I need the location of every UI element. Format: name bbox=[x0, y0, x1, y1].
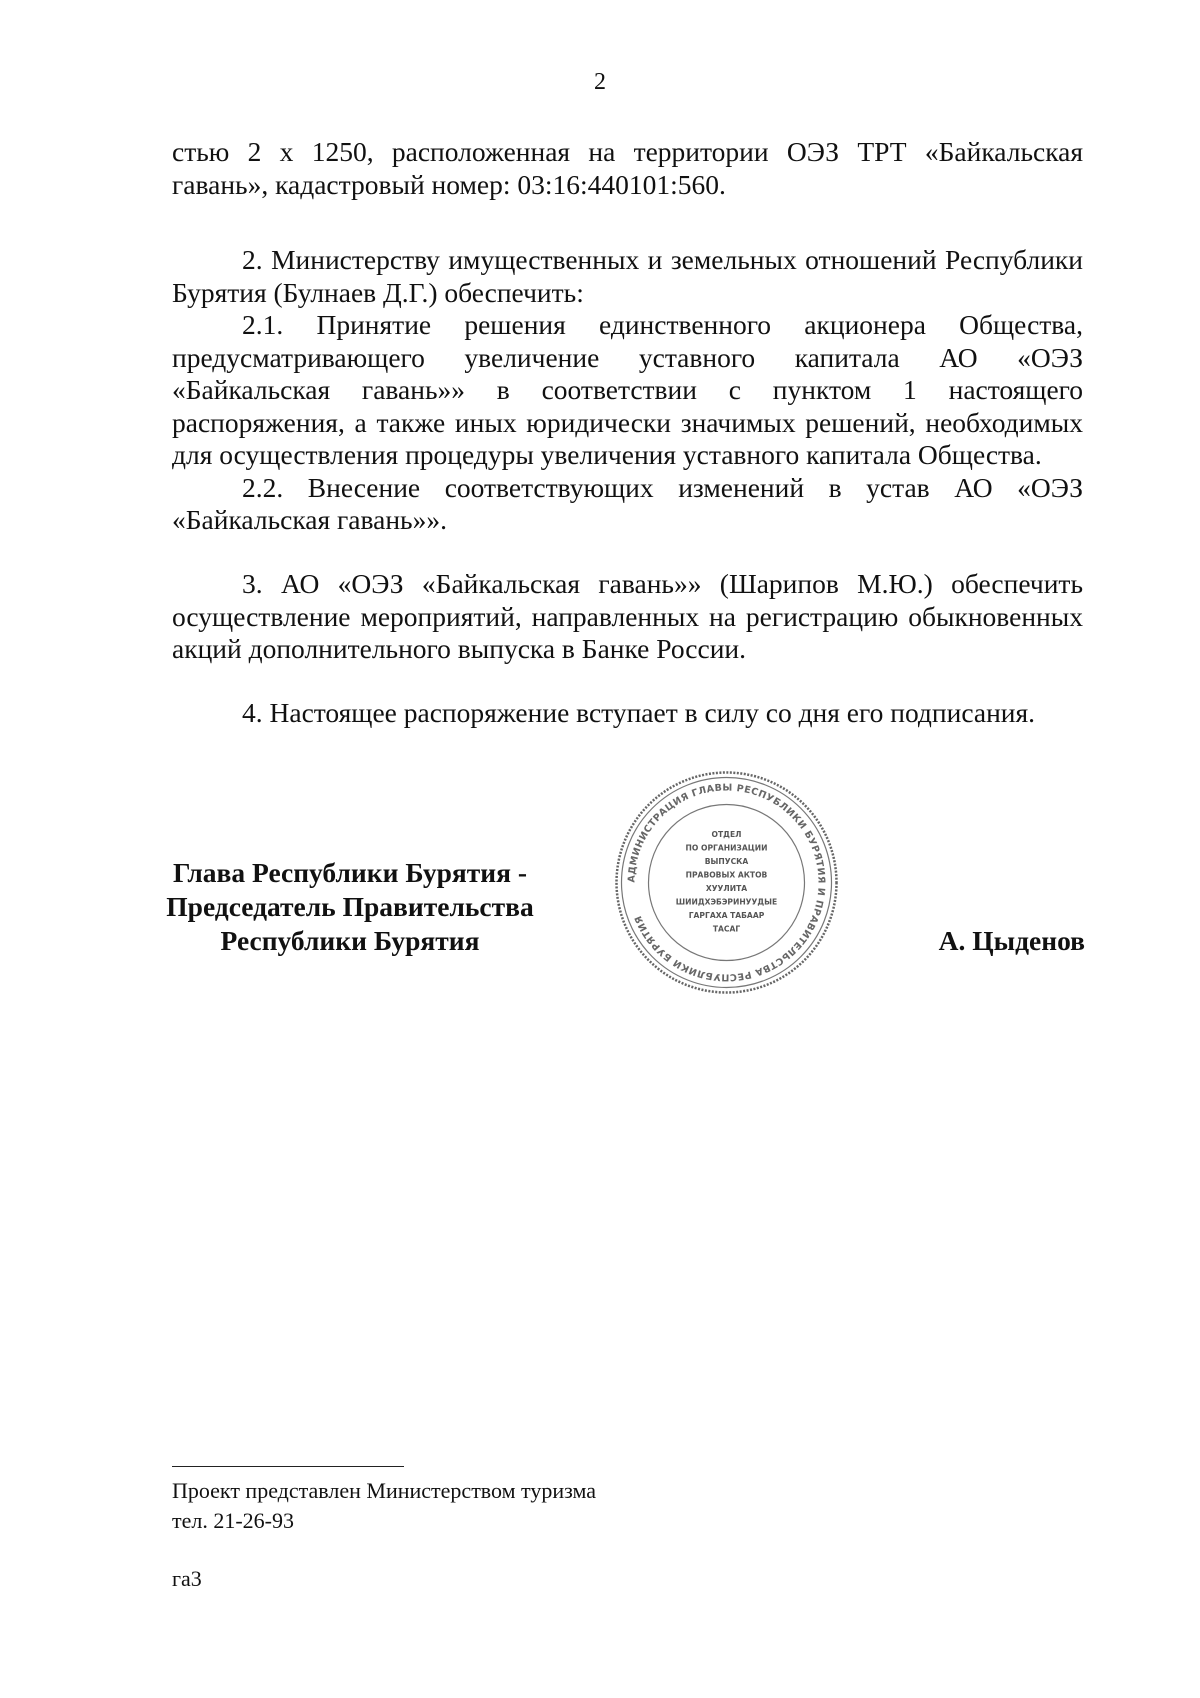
footnote-line: Проект представлен Министерством туризма bbox=[172, 1478, 597, 1503]
official-seal-stamp bbox=[614, 770, 839, 995]
page-number: 2 bbox=[594, 69, 606, 95]
paragraph-1-continuation: стью 2 x 1250, расположенная на территории ОЭЗ ТРТ «Байкальская гавань», кадастровый номер: 03:16:440101:560. bbox=[172, 136, 1083, 200]
seal-inner-text: ВЫПУСКА bbox=[704, 857, 749, 866]
seal-inner-text: ПО ОРГАНИЗАЦИИ bbox=[685, 843, 768, 853]
document-body-section-4 bbox=[172, 697, 1083, 730]
document-body-section-3 bbox=[172, 568, 1083, 666]
signature-title-line: Глава Республики Бурятия - bbox=[172, 857, 528, 888]
footnote-line: тел. 21-26-93 bbox=[172, 1508, 295, 1533]
document-body-section-2 bbox=[172, 244, 1083, 537]
signature-title-line: Председатель Правительства bbox=[166, 891, 534, 922]
document-body bbox=[172, 136, 1083, 201]
footnote-divider bbox=[172, 1466, 404, 1467]
signature-title bbox=[150, 856, 550, 958]
seal-inner-text: ШИИДХЭБЭРИНУУДЫЕ bbox=[675, 897, 778, 907]
paragraph-4: 4. Настоящее распоряжение вступает в силу со дня его подписания. bbox=[242, 697, 1036, 728]
seal-inner-text: ТАСАГ bbox=[712, 924, 741, 934]
document-code: га3 bbox=[172, 1566, 202, 1591]
seal-inner-text: ОТДЕЛ bbox=[711, 830, 742, 839]
seal-inner-text: ПРАВОВЫХ АКТОВ bbox=[685, 870, 768, 880]
paragraph-2-2: 2.2. Внесение соответствующих изменений в устав АО «ОЭЗ «Байкальская гавань»». bbox=[172, 471, 1083, 535]
seal-inner-text: ГАРГАХА ТАБААР bbox=[688, 911, 765, 920]
seal-outer-ring-text: АДМИНИСТРАЦИЯ ГЛАВЫ РЕСПУБЛИКИ БУРЯТИЯ И ПРАВИТЕЛЬСТВА РЕСПУБЛИКИ БУРЯТИЯ bbox=[626, 782, 827, 983]
paragraph-2-1: 2.1. Принятие решения единственного акционера Общества, предусматривающего увеличение уставного капитала АО «ОЭЗ «Байкальская гавань»» в соответствии с пунктом 1 настоящего распоряжения, а также иных юридически значимых решений, необходимых для осуществления процедуры увеличения уставного капитала Общества. bbox=[172, 309, 1083, 470]
footnote bbox=[172, 1476, 596, 1536]
seal-inner-text: ХУУЛИТА bbox=[705, 884, 748, 893]
signature-title-line: Республики Бурятия bbox=[220, 925, 480, 956]
signature-name: А. Цыденов bbox=[938, 925, 1085, 956]
paragraph-2: 2. Министерству имущественных и земельных отношений Республики Бурятия (Булнаев Д.Г.) обеспечить: bbox=[172, 244, 1083, 308]
paragraph-3: 3. АО «ОЭЗ «Байкальская гавань»» (Шарипов М.Ю.) обеспечить осуществление мероприятий, направленных на регистрацию обыкновенных акций дополнительного выпуска в Банке России. bbox=[172, 568, 1083, 664]
